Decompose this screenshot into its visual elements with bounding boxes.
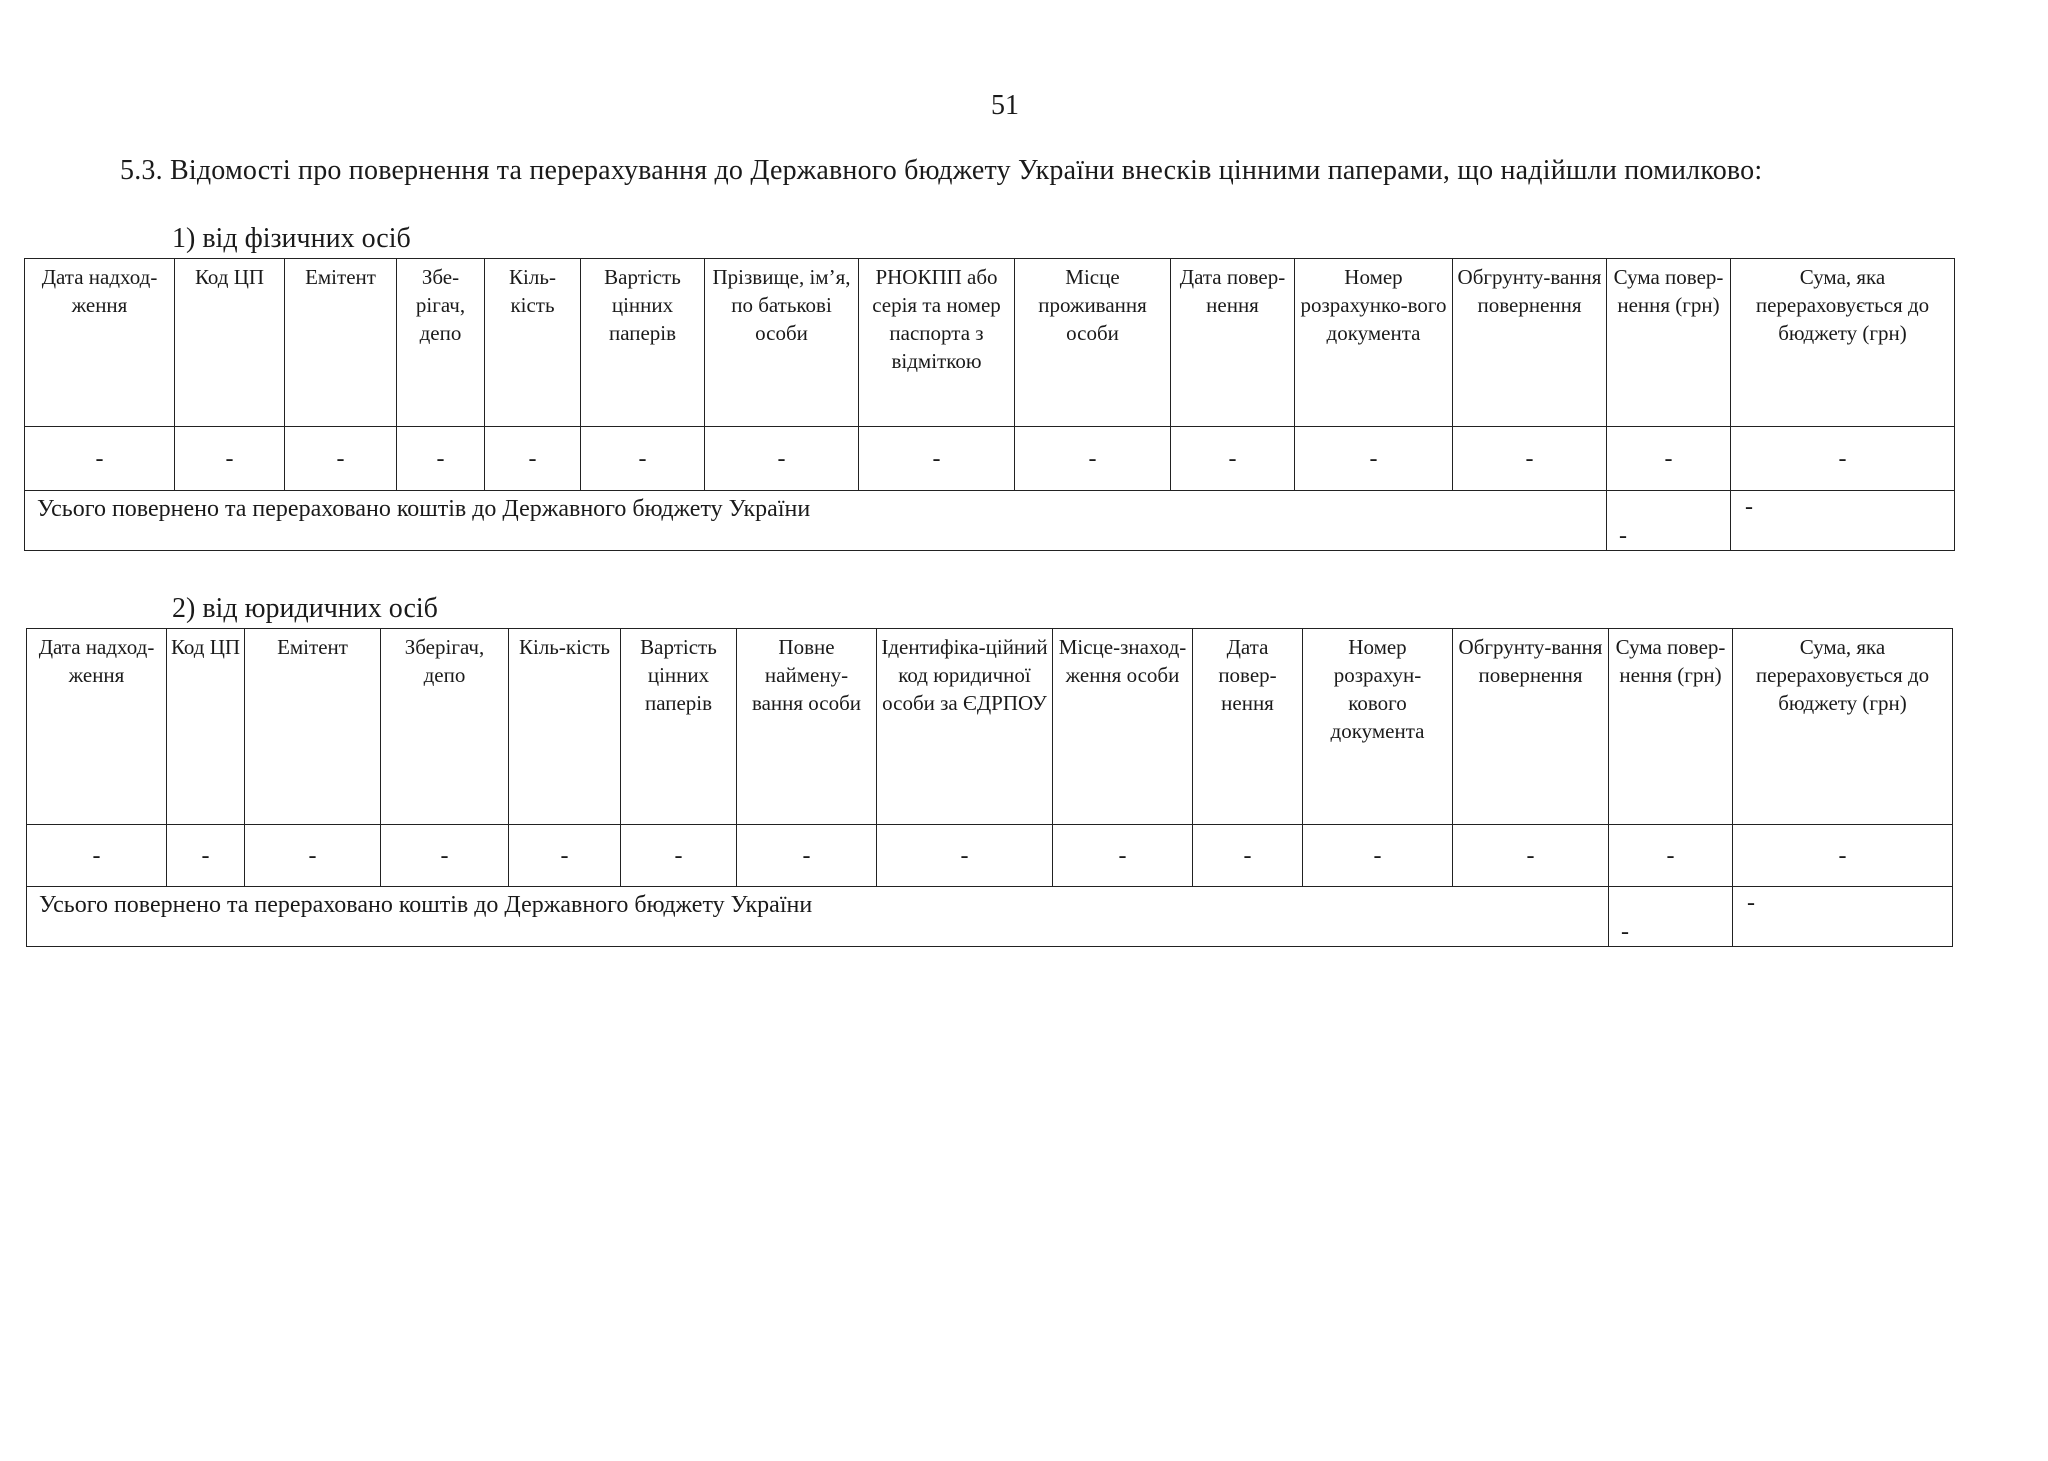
- table-row: [25, 427, 1955, 491]
- table2-cell: -: [381, 825, 509, 887]
- table2-cell: -: [1053, 825, 1193, 887]
- table1-cell: -: [705, 427, 859, 491]
- table2-header-cell: Код ЦП: [167, 629, 245, 825]
- table2-header-cell: Місце-знаход-ження особи: [1053, 629, 1193, 825]
- table1-header-cell: РНОКПП або серія та номер паспорта з відміткою: [859, 259, 1015, 427]
- table1-header-cell: Кіль-кість: [485, 259, 581, 427]
- table2-header-cell: Емітент: [245, 629, 381, 825]
- table1-header-cell: Код ЦП: [175, 259, 285, 427]
- table2-cell: -: [1193, 825, 1303, 887]
- table2-header-cell: Сума, яка перераховується до бюджету (грн): [1733, 629, 1953, 825]
- table2-cell: -: [621, 825, 737, 887]
- section-title: 5.3. Відомості про повернення та перерахування до Державного бюджету України внесків цінними паперами, що надійшли помилково:: [120, 155, 1763, 186]
- table1-cell: -: [285, 427, 397, 491]
- table2-cell: -: [1303, 825, 1453, 887]
- table1-header-cell: Дата повер-нення: [1171, 259, 1295, 427]
- table1-subtitle: 1) від фізичних осіб: [172, 223, 411, 254]
- table2-header-cell: Вартість цінних паперів: [621, 629, 737, 825]
- table1-header-cell: Збе-рігач, депо: [397, 259, 485, 427]
- table1-cell: -: [1731, 427, 1955, 491]
- table1-cell: -: [581, 427, 705, 491]
- table1-cell: -: [485, 427, 581, 491]
- table2-cell: -: [27, 825, 167, 887]
- table1-cell: -: [1295, 427, 1453, 491]
- page-number: 51: [991, 90, 1019, 121]
- table1-total-budget-sum: -: [1731, 491, 1955, 551]
- table1-cell: -: [1171, 427, 1295, 491]
- table2-header-row: [27, 629, 1953, 825]
- table1-header-cell: Місце проживання особи: [1015, 259, 1171, 427]
- table1-header-cell: Обгрунту-вання повернення: [1453, 259, 1607, 427]
- table2-cell: -: [877, 825, 1053, 887]
- table2-header-cell: Ідентифіка-ційний код юридичної особи за ЄДРПОУ: [877, 629, 1053, 825]
- table2-cell: -: [509, 825, 621, 887]
- table2-header-cell: Кіль-кість: [509, 629, 621, 825]
- table1-total-label: Усього повернено та перераховано коштів до Державного бюджету України: [25, 491, 1607, 551]
- table-legal-entities: [26, 628, 1953, 947]
- table2-total-budget-sum: -: [1733, 887, 1953, 947]
- table2-header-cell: Дата надход-ження: [27, 629, 167, 825]
- table2-cell: -: [167, 825, 245, 887]
- table2-cell: -: [737, 825, 877, 887]
- table2-cell: -: [1609, 825, 1733, 887]
- table-individuals: [24, 258, 1955, 551]
- table2-header-cell: Номер розрахун-кового документа: [1303, 629, 1453, 825]
- table2-header-cell: Зберігач, депо: [381, 629, 509, 825]
- table1-total-row: [25, 491, 1955, 551]
- table1-header-cell: Сума повер-нення (грн): [1607, 259, 1731, 427]
- table2-subtitle: 2) від юридичних осіб: [172, 593, 438, 624]
- table1-total-return-sum: -: [1607, 491, 1731, 551]
- table2-header-cell: Сума повер-нення (грн): [1609, 629, 1733, 825]
- table1-header-row: [25, 259, 1955, 427]
- table2-cell: -: [1453, 825, 1609, 887]
- table1-cell: -: [175, 427, 285, 491]
- table2-total-row: [27, 887, 1953, 947]
- table2-total-label: Усього повернено та перераховано коштів до Державного бюджету України: [27, 887, 1609, 947]
- table1-header-cell: Номер розрахунко-вого документа: [1295, 259, 1453, 427]
- table2-total-return-sum: -: [1609, 887, 1733, 947]
- table1-header-cell: Емітент: [285, 259, 397, 427]
- table2-cell: -: [1733, 825, 1953, 887]
- table1-header-cell: Сума, яка перераховується до бюджету (грн): [1731, 259, 1955, 427]
- table1-header-cell: Прізвище, ім’я, по батькові особи: [705, 259, 859, 427]
- table1-cell: -: [1607, 427, 1731, 491]
- table1-cell: -: [1453, 427, 1607, 491]
- table2-header-cell: Дата повер-нення: [1193, 629, 1303, 825]
- table1-cell: -: [859, 427, 1015, 491]
- table2-header-cell: Обгрунту-вання повернення: [1453, 629, 1609, 825]
- table2-header-cell: Повне наймену-вання особи: [737, 629, 877, 825]
- table1-cell: -: [1015, 427, 1171, 491]
- table1-cell: -: [397, 427, 485, 491]
- table2-cell: -: [245, 825, 381, 887]
- table1-header-cell: Вартість цінних паперів: [581, 259, 705, 427]
- table1-cell: -: [25, 427, 175, 491]
- table1-header-cell: Дата надход-ження: [25, 259, 175, 427]
- table-row: [27, 825, 1953, 887]
